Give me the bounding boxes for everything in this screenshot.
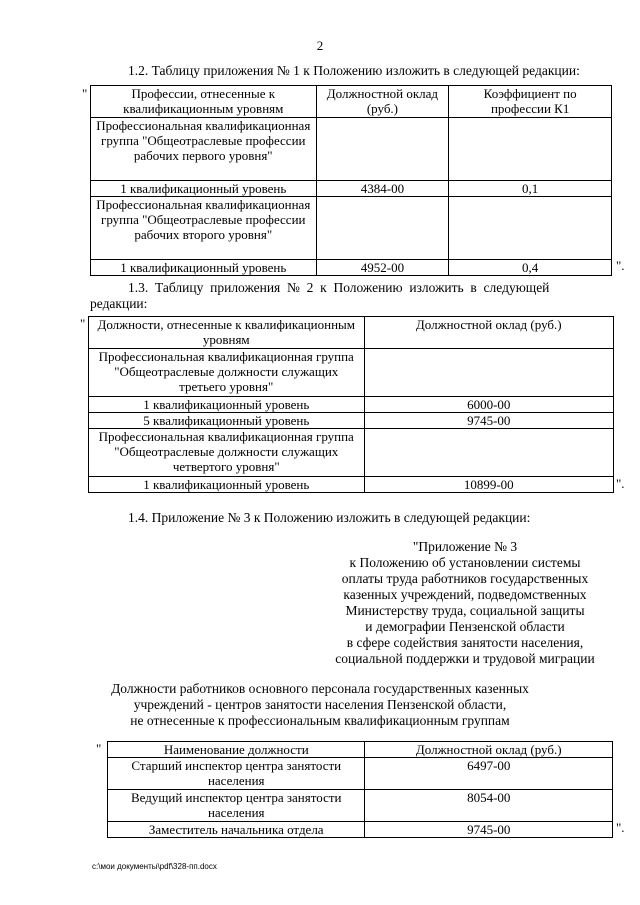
table-cell: 8054-00 <box>365 790 613 822</box>
appendix-line: к Положению об установлении системы <box>349 555 581 570</box>
group-cell: Профессиональная квалификационная группа "Общеотраслевые должности служащих третьего уровня" <box>89 349 365 397</box>
group-cell: Профессиональная квалификационная группа "Общеотраслевые профессии рабочих первого уровня" <box>91 118 317 181</box>
table-cell: 5 квалификационный уровень <box>89 413 365 429</box>
table-cell: Заместитель начальника отдела <box>108 822 365 838</box>
header-cell: Должностной оклад (руб.) <box>316 86 449 118</box>
table-cell: 4952-00 <box>316 260 449 276</box>
appendix-title <box>0 681 640 729</box>
footer-file-path: c:\мои документы\pdf\328-пп.docx <box>92 862 217 871</box>
header-cell: Должностной оклад (руб.) <box>365 742 613 758</box>
table-appendix-3 <box>107 741 613 838</box>
appendix-line: оплаты труда работников государственных <box>341 571 589 586</box>
group-cell: Профессиональная квалификационная группа "Общеотраслевые должности служащих четвертого уровня" <box>89 429 365 477</box>
page-number: 2 <box>316 38 324 53</box>
table-cell: 1 квалификационный уровень <box>89 397 365 413</box>
table-cell: 6497-00 <box>365 758 613 790</box>
table-cell: 0,1 <box>449 181 612 197</box>
appendix-line: казенных учреждений, подведомственных <box>343 587 587 602</box>
table-cell: 1 квалификационный уровень <box>91 181 317 197</box>
table-cell: 10899-00 <box>364 477 614 493</box>
appendix-line: "Приложение № 3 <box>412 539 518 554</box>
section-1-3-heading-cont: редакции: <box>90 296 148 311</box>
table-cell: 9745-00 <box>364 413 614 429</box>
header-cell: Коэффициент по профессии К1 <box>449 86 612 118</box>
table-cell: Старший инспектор центра занятости населения <box>108 758 365 790</box>
table-cell: 4384-00 <box>316 181 449 197</box>
title-line: не отнесенные к профессиональным квалификационным группам <box>130 713 510 728</box>
header-cell: Должностной оклад (руб.) <box>364 317 614 349</box>
table-cell: 1 квалификационный уровень <box>91 260 317 276</box>
close-quote: ". <box>616 476 625 491</box>
table-cell: 1 квалификационный уровень <box>89 477 365 493</box>
table-cell: 0,4 <box>449 260 612 276</box>
appendix-line: социальной поддержки и трудовой миграции <box>335 651 595 666</box>
appendix-line: и демографии Пензенской области <box>365 619 565 634</box>
section-1-2-heading: 1.2. Таблицу приложения № 1 к Положению изложить в следующей редакции: <box>128 63 580 78</box>
close-quote: ". <box>616 820 625 835</box>
table-cell: Ведущий инспектор центра занятости населения <box>108 790 365 822</box>
table-appendix-2 <box>88 316 614 493</box>
table-cell: 6000-00 <box>364 397 614 413</box>
appendix-caption <box>300 539 630 667</box>
appendix-line: в сфере содействия занятости населения, <box>346 635 584 650</box>
open-quote: " <box>96 741 102 756</box>
open-quote: " <box>80 316 86 331</box>
header-cell: Профессии, отнесенные к квалификационным уровням <box>91 86 317 118</box>
section-1-3-heading: 1.3. Таблицу приложения № 2 к Положению изложить в следующей <box>128 280 550 295</box>
section-1-4-heading: 1.4. Приложение № 3 к Положению изложить в следующей редакции: <box>128 510 531 525</box>
table-cell: 9745-00 <box>365 822 613 838</box>
appendix-line: Министерству труда, социальной защиты <box>345 603 585 618</box>
header-cell: Наименование должности <box>108 742 365 758</box>
close-quote: ". <box>616 258 625 273</box>
title-line: Должности работников основного персонала государственных казенных <box>111 681 529 696</box>
header-cell: Должности, отнесенные к квалификационным уровням <box>89 317 365 349</box>
table-appendix-1 <box>90 85 612 276</box>
open-quote: " <box>82 86 88 101</box>
title-line: учреждений - центров занятости населения Пензенской области, <box>133 697 507 712</box>
group-cell: Профессиональная квалификационная группа "Общеотраслевые профессии рабочих второго уровня" <box>91 197 317 260</box>
